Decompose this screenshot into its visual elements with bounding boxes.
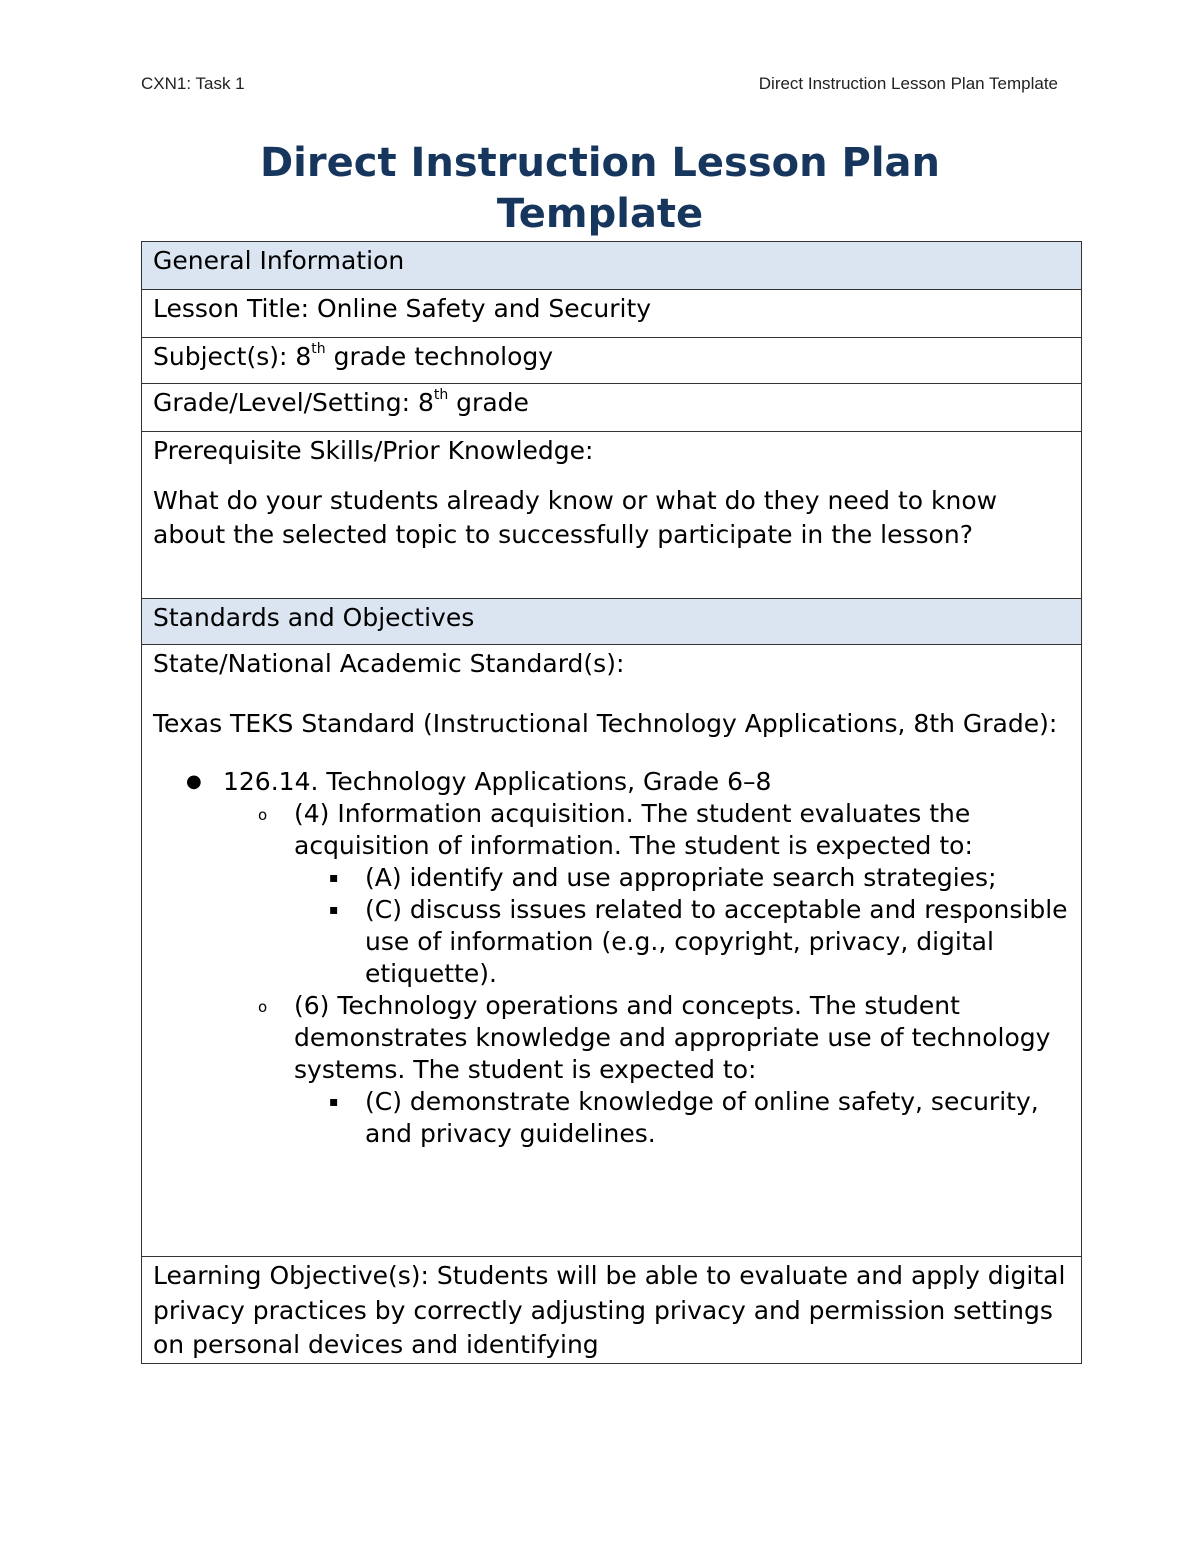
standard-4c: (C) discuss issues related to acceptable and responsible use of information (e.g., copyright, privacy, digital etiquette). <box>365 895 1068 988</box>
subjects <box>142 338 1082 384</box>
lesson-plan-table <box>141 241 1082 1364</box>
standards-objectives-heading: Standards and Objectives <box>142 599 1082 645</box>
table-row <box>142 384 1082 432</box>
standards-cell <box>142 645 1082 1257</box>
standards-subsublist <box>294 1086 1070 1150</box>
list-item <box>258 798 1070 990</box>
table-row <box>142 1257 1082 1364</box>
document-title-line2: Template <box>496 191 704 237</box>
grade-level-setting <box>142 384 1082 432</box>
table-row <box>142 432 1082 599</box>
subjects-prefix: Subject(s): 8 <box>153 342 312 371</box>
table-row <box>142 338 1082 384</box>
list-item <box>329 862 1070 894</box>
document-title-line1: Direct Instruction Lesson Plan <box>259 140 941 186</box>
list-item <box>329 894 1070 990</box>
grade-sup: th <box>433 387 449 403</box>
grade-suffix: grade <box>448 388 529 417</box>
prerequisite-cell <box>142 432 1082 599</box>
standard-item: 126.14. Technology Applications, Grade 6–8 <box>223 767 772 796</box>
table-row <box>142 599 1082 645</box>
prerequisite-prompt: What do your students already know or what do they need to know about the selected topic to successfully participate in the lesson? <box>153 486 998 549</box>
list-item <box>329 1086 1070 1150</box>
square-bullet-icon: ▪ <box>329 1094 339 1110</box>
grade-prefix: Grade/Level/Setting: 8 <box>153 388 434 417</box>
standards-label: State/National Academic Standard(s): <box>153 649 625 678</box>
prerequisite-label: Prerequisite Skills/Prior Knowledge: <box>153 436 594 465</box>
standard-subitem-6: (6) Technology operations and concepts. The student demonstrates knowledge and appropriate use of technology systems. The student is expected to: <box>294 991 1051 1084</box>
subjects-sup: th <box>311 341 326 357</box>
circle-bullet-icon: o <box>258 806 268 824</box>
square-bullet-icon: ▪ <box>329 870 339 886</box>
table-row <box>142 290 1082 338</box>
teks-standard: Texas TEKS Standard (Instructional Technology Applications, 8th Grade): <box>153 709 1058 738</box>
header-right: Direct Instruction Lesson Plan Template <box>758 74 1058 93</box>
learning-objectives: Learning Objective(s): Students will be able to evaluate and apply digital privacy practices by correctly adjusting privacy and permission settings on personal devices and identifying <box>142 1257 1082 1364</box>
standard-subitem-4: (4) Information acquisition. The student evaluates the acquisition of information. The student is expected to: <box>294 799 973 860</box>
standard-6c: (C) demonstrate knowledge of online safety, security, and privacy guidelines. <box>365 1087 1039 1148</box>
table-row <box>142 242 1082 290</box>
list-item <box>258 990 1070 1150</box>
general-information-heading: General Information <box>142 242 1082 290</box>
standards-list <box>153 766 1070 1150</box>
standard-4a: (A) identify and use appropriate search strategies; <box>365 863 997 892</box>
standards-subsublist <box>294 862 1070 990</box>
square-bullet-icon: ▪ <box>329 902 339 918</box>
document-title <box>141 138 1059 240</box>
list-item <box>186 766 1070 1150</box>
lesson-title: Lesson Title: Online Safety and Security <box>142 290 1082 338</box>
bullet-icon: ● <box>186 771 202 792</box>
table-row <box>142 645 1082 1257</box>
page-header <box>141 74 1058 96</box>
header-left: CXN1: Task 1 <box>141 74 245 93</box>
circle-bullet-icon: o <box>258 998 268 1016</box>
subjects-suffix: grade technology <box>325 342 554 371</box>
standards-sublist <box>223 798 1070 1150</box>
